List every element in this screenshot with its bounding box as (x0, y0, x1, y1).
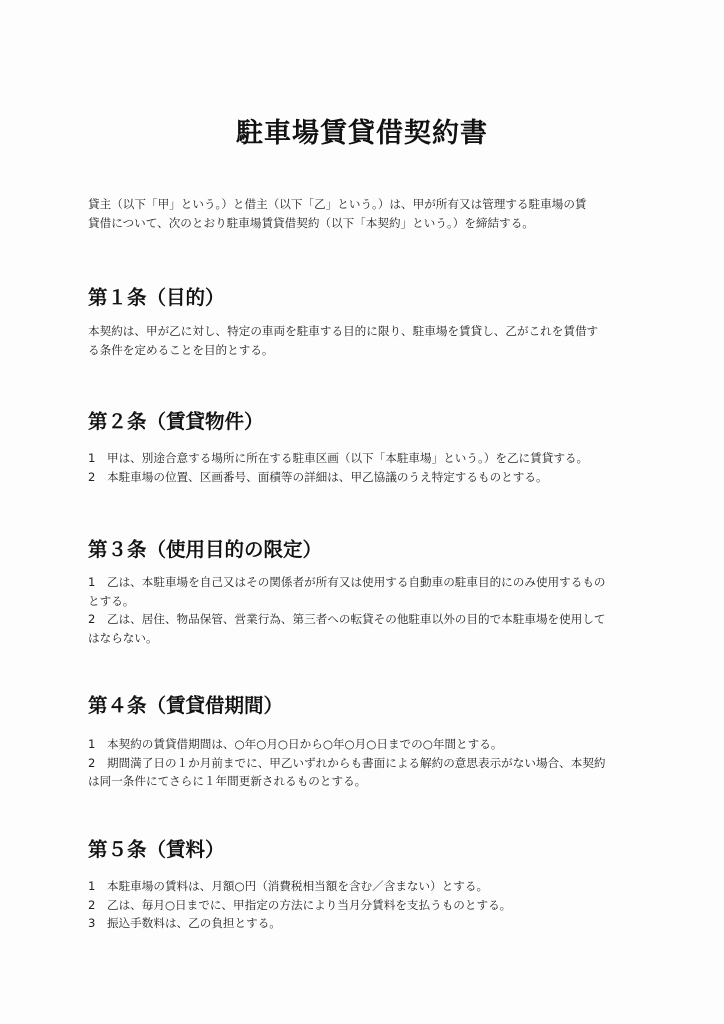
article-line: 1 本駐車場の賃料は、月額○円（消費税相当額を含む／含まない）とする。 (88, 879, 489, 893)
article-1-heading: 第１条（目的） (88, 286, 225, 309)
intro-line: 貸主（以下「甲」という。）と借主（以下「乙」という。）は、甲が所有又は管理する駐車場の賃 (88, 197, 587, 211)
article-4-body (88, 735, 648, 791)
article-line: 本契約は、甲が乙に対し、特定の車両を駐車する目的に限り、駐車場を賃貸し、乙がこれを賃借す (88, 324, 599, 338)
article-line: 2 本駐車場の位置、区画番号、面積等の詳細は、甲乙協議のうえ特定するものとする。 (88, 469, 548, 484)
article-3-body (88, 573, 648, 647)
article-line: 2 乙は、毎月○日までに、甲指定の方法により当月分賃料を支払うものとする。 (88, 897, 512, 912)
article-4-heading: 第４条（賃貸借期間） (88, 694, 284, 717)
intro-paragraph (88, 195, 648, 232)
article-3-heading: 第３条（使用目的の限定） (88, 538, 323, 561)
article-line: る条件を定めることを目的とする。 (88, 342, 274, 357)
intro-line: 貸借について、次のとおり駐車場賃貸借契約（以下「本契約」という。）を締結する。 (88, 215, 534, 230)
article-5-body (88, 877, 648, 933)
article-line: 1 乙は、本駐車場を自己又はその関係者が所有又は使用する自動車の駐車目的にのみ使用するもの (88, 575, 606, 589)
article-line: 2 乙は、居住、物品保管、営業行為、第三者への転貸その他駐車以外の目的で本駐車場を使用して (88, 612, 606, 626)
article-5-heading: 第５条（賃料） (88, 838, 225, 861)
article-2-heading: 第２条（賃貸物件） (88, 410, 264, 433)
article-line: とする。 (88, 593, 135, 608)
article-line: 1 甲は、別途合意する場所に所在する駐車区画（以下「本駐車場」という。）を乙に賃貸する。 (88, 451, 589, 465)
article-1-body (88, 322, 648, 359)
article-line: 1 本契約の賃貸借期間は、○年○月○日から○年○月○日までの○年間とする。 (88, 737, 503, 751)
article-line: 3 振込手数料は、乙の負担とする。 (88, 916, 281, 930)
document-title: 駐車場賃貸借契約書 (236, 118, 488, 149)
article-line: はならない。 (88, 630, 158, 645)
article-2-body (88, 449, 648, 486)
article-line: 2 期間満了日の１か月前までに、甲乙いずれからも書面による解約の意思表示がない場合、本契約 (88, 755, 606, 770)
article-line: は同一条件にてさらに１年間更新されるものとする。 (88, 774, 367, 788)
